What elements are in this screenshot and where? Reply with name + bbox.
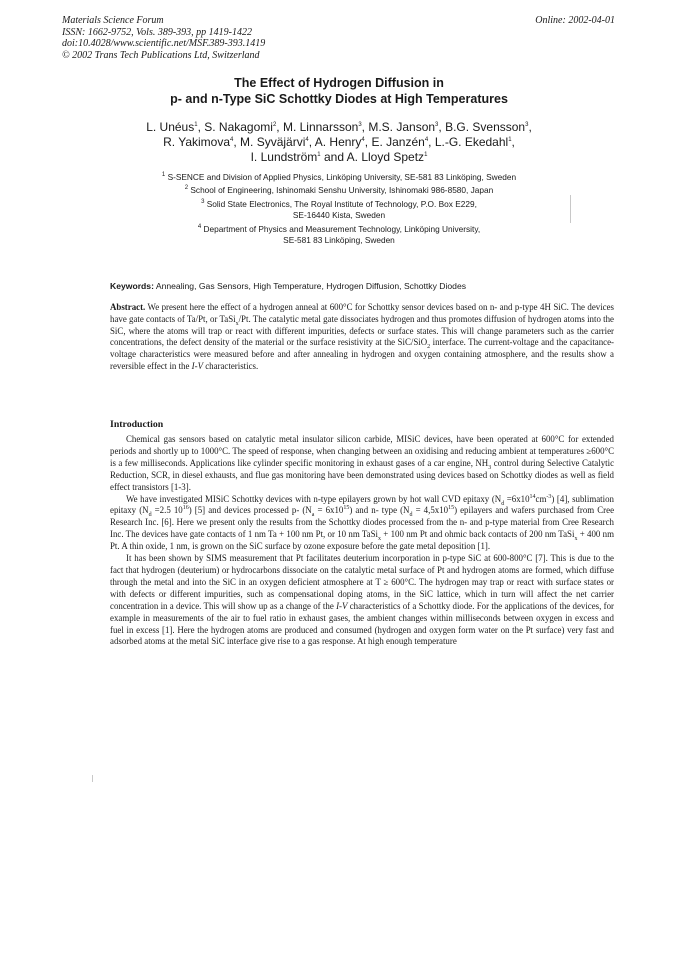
subscript: d bbox=[501, 500, 505, 507]
text: ) [4], sublimation epitaxy (N bbox=[110, 493, 614, 516]
author-separator: , bbox=[276, 120, 283, 134]
subscript: x bbox=[574, 536, 578, 543]
affiliation-line bbox=[80, 172, 598, 184]
author-name: I. Lundström bbox=[250, 150, 318, 164]
paragraph bbox=[110, 553, 614, 648]
scan-artifact-mark bbox=[570, 195, 571, 223]
abstract-label: Abstract. bbox=[110, 302, 146, 312]
authors-line bbox=[80, 150, 598, 165]
author-name: A. Lloyd Spetz bbox=[346, 150, 425, 164]
author-separator: , bbox=[428, 135, 435, 149]
affiliation-marker: 4 bbox=[305, 137, 309, 143]
paragraph bbox=[110, 494, 614, 554]
author-name: S. Nakagomi bbox=[204, 120, 273, 134]
superscript: 15 bbox=[448, 505, 455, 512]
abstract-text: /Pt. The catalytic metal gate dissociates hydrogen and thus promotes diffusion of hydrogen atoms into the SiC, where the atoms will trap or react with different impurities, defects or surface states. This will change parameters such as the carrier concentrations, the defect density of the material or the surface resistivity at the SiC/SiO bbox=[110, 313, 614, 348]
affiliation-marker: 3 bbox=[358, 122, 362, 128]
affiliation-line bbox=[80, 199, 598, 211]
subscript: a bbox=[311, 512, 315, 519]
author-name: B.G. Svensson bbox=[445, 120, 526, 134]
text: characteristics of a Schottky diode. For the applications of the devices, for example in measurements of the air to fuel ratio in exhaust gases, the ambient changes within milliseconds between oxygen in excess and fuel in excess [1]. Here the hydrogen atoms are produced and consumed (hydrogen and oxygen form water on the Pt surface) very fast and adsorbed atoms at the metal SiC interface give rise to a gas response. At high enough temperature bbox=[110, 600, 614, 647]
superscript: 16 bbox=[182, 505, 189, 512]
author-name: R. Yakimova bbox=[163, 135, 231, 149]
text: control during Selective Catalytic Reduction, SCR, in diesel exhausts, and flue gas monitoring have been demonstrated using devices based on Schottky diodes as well as field effect transistors [1-3]. bbox=[110, 457, 615, 492]
keywords bbox=[110, 281, 615, 291]
affiliation bbox=[80, 185, 598, 197]
author-separator: , bbox=[233, 135, 241, 149]
affiliation-line bbox=[80, 235, 598, 247]
text: ) epilayers and wafers purchased from Cree Research Inc. [6]. Here we present only the results from the Schottky diodes processed from the n- and p-type material from Cree Research Inc. The devices have gate contacts of 1 nm Ta + 100 nm Pt, or 10 nm TaSi bbox=[110, 505, 615, 540]
abstract-text: We present here the effect of a hydrogen anneal at 600°C for Schottky sensor devices based on n- and p-type 4H SiC. The devices have gate contacts of Ta/Pt, or TaSi bbox=[110, 302, 614, 324]
author-separator: , bbox=[528, 120, 532, 134]
affiliation-text: SE-581 83 Linköping, Sweden bbox=[283, 235, 395, 246]
authors-line bbox=[80, 120, 598, 135]
subscript: x bbox=[378, 536, 382, 543]
journal-name: Materials Science Forum bbox=[62, 15, 164, 26]
copyright-line: © 2002 Trans Tech Publications Ltd, Switzerland bbox=[62, 49, 260, 61]
affiliation-line bbox=[80, 224, 598, 236]
author-list bbox=[80, 120, 598, 165]
affiliation-number: 4 bbox=[197, 223, 202, 230]
affiliation bbox=[80, 224, 598, 248]
author-name: A. Henry bbox=[314, 135, 362, 149]
subscript: x bbox=[235, 320, 239, 327]
text: + 100 nm Pt and ohmic back contacts of 200 nm TaSi bbox=[381, 529, 575, 540]
author-separator: , bbox=[364, 135, 372, 149]
text: =6x10 bbox=[504, 493, 530, 504]
affiliation-list bbox=[80, 172, 598, 249]
italic-term: I-V bbox=[336, 600, 348, 611]
text: ) and n- type (N bbox=[349, 505, 410, 516]
text: = 4,5x10 bbox=[412, 505, 449, 516]
title-line-2: p- and n-Type SiC Schottky Diodes at High Temperatures bbox=[170, 92, 508, 106]
author-name: L. Unéus bbox=[146, 120, 195, 134]
abstract-text: characteristics. bbox=[203, 360, 259, 371]
affiliation-marker: 4 bbox=[424, 137, 429, 143]
text: We have investigated MISiC Schottky devices with n-type epilayers grown by hot wall CVD epitaxy (N bbox=[126, 493, 502, 504]
affiliation-marker: 2 bbox=[272, 122, 277, 128]
author-name: M. Linnarsson bbox=[282, 120, 359, 134]
affiliation-marker: 4 bbox=[230, 137, 234, 143]
issn-line: ISSN: 1662-9752, Vols. 389-393, pp 1419-1422 bbox=[62, 26, 252, 38]
subscript: d bbox=[148, 512, 152, 519]
author-name: E. Janzén bbox=[371, 135, 425, 149]
section-heading-introduction: Introduction bbox=[110, 419, 164, 430]
keywords-label: Keywords: bbox=[110, 281, 154, 291]
affiliation-number: 3 bbox=[201, 198, 205, 205]
superscript: 15 bbox=[343, 505, 350, 512]
author-separator: , bbox=[511, 135, 515, 149]
affiliation-number: 2 bbox=[184, 185, 189, 192]
text: =2.5 10 bbox=[151, 505, 183, 516]
keywords-text: Annealing, Gas Sensors, High Temperature, Hydrogen Diffusion, Schottky Diodes bbox=[155, 281, 467, 291]
doi-link[interactable]: doi:10.4028/www.scientific.net/MSF.389-393.1419 bbox=[62, 38, 266, 49]
affiliation-number: 1 bbox=[161, 172, 166, 179]
affiliation-marker: 1 bbox=[508, 137, 512, 143]
affiliation-marker: 3 bbox=[525, 122, 529, 128]
paragraph bbox=[110, 434, 614, 494]
scan-artifact-mark bbox=[92, 775, 93, 782]
affiliation-text: Department of Physics and Measurement Technology, Linköping University, bbox=[203, 223, 481, 234]
author-separator: , bbox=[438, 120, 446, 134]
author-name: M. Syväjärvi bbox=[240, 135, 306, 149]
subscript: 2 bbox=[427, 344, 431, 351]
italic-term: I-V bbox=[191, 360, 203, 371]
authors-line bbox=[80, 135, 598, 150]
superscript: 14 bbox=[529, 493, 536, 500]
subscript: d bbox=[409, 512, 413, 519]
author-name: M.S. Janson bbox=[368, 120, 436, 134]
affiliation-marker: 1 bbox=[194, 122, 198, 128]
affiliation-text: SE-16440 Kista, Sweden bbox=[292, 210, 386, 221]
author-name: L.-G. Ekedahl bbox=[434, 135, 509, 149]
author-separator: , bbox=[308, 135, 315, 149]
affiliation bbox=[80, 199, 598, 223]
subscript: 3 bbox=[488, 464, 492, 471]
affiliation-text: School of Engineering, Ishinomaki Senshu University, Ishinomaki 986-8580, Japan bbox=[190, 185, 494, 196]
affiliation-line bbox=[80, 210, 598, 222]
affiliation-marker: 1 bbox=[317, 152, 321, 158]
author-separator: , bbox=[361, 120, 369, 134]
text: + 400 nm Pt. A thin oxide, 1 nm, is grown on the SiC surface by ozone exposure before the gate metal deposition [1]. bbox=[110, 529, 614, 552]
online-date: Online: 2002-04-01 bbox=[535, 15, 615, 26]
introduction-body bbox=[110, 434, 614, 648]
superscript: -3 bbox=[546, 493, 552, 500]
abstract bbox=[110, 302, 614, 373]
text: = 6x10 bbox=[314, 505, 344, 516]
affiliation-line bbox=[80, 185, 598, 197]
author-separator: , bbox=[197, 120, 205, 134]
author-separator: and bbox=[320, 150, 347, 164]
text: It has been shown by SIMS measurement that Pt facilitates deuterium incorporation in p-type SiC at 600-800°C [7]. This is due to the fact that hydrogen (deuterium) or hydrocarbons dissociate on the catalytic metal surface of Pt and hydrogen atoms are formed, which diffuse through the metal and into the SiC in an oxygen deficient atmosphere at T ≥ 600°C. The hydrogen may trap or react with surface states or with defects or different impurities, such as compensational doping atoms, in the SiC lattice, which in turn will affect the net carrier concentration in a device. This will show up as a change of the bbox=[110, 553, 614, 611]
text: Chemical gas sensors based on catalytic metal insulator silicon carbide, MISiC devices, have been operated at 600°C for extended periods and shortly up to 1000°C. The speed of response, when changing between an oxidising and reducing ambient at temperatures ≥600°C is a few milliseconds. Applications like cylinder specific monitoring in exhaust gases of a car engine, NH bbox=[110, 434, 614, 468]
journal-header bbox=[62, 15, 265, 61]
affiliation bbox=[80, 172, 598, 184]
affiliation-marker: 1 bbox=[424, 152, 428, 158]
affiliation-marker: 4 bbox=[361, 137, 365, 143]
affiliation-marker: 3 bbox=[435, 122, 439, 128]
title-line-1: The Effect of Hydrogen Diffusion in bbox=[234, 76, 444, 90]
paper-title bbox=[80, 75, 598, 107]
affiliation-text: Solid State Electronics, The Royal Institute of Technology, P.O. Box E229, bbox=[206, 198, 477, 209]
affiliation-text: S-SENCE and Division of Applied Physics, Linköping University, SE-581 83 Linköping, Sweden bbox=[167, 172, 517, 182]
abstract-text: interface. The current-voltage and the capacitance-voltage characteristics were measured before and after annealing in hydrogen and oxygen containing atmosphere, and the results show a reversible effect in the bbox=[110, 337, 615, 371]
text: ) [5] and devices processed p- (N bbox=[188, 505, 312, 516]
text: cm bbox=[535, 493, 547, 504]
